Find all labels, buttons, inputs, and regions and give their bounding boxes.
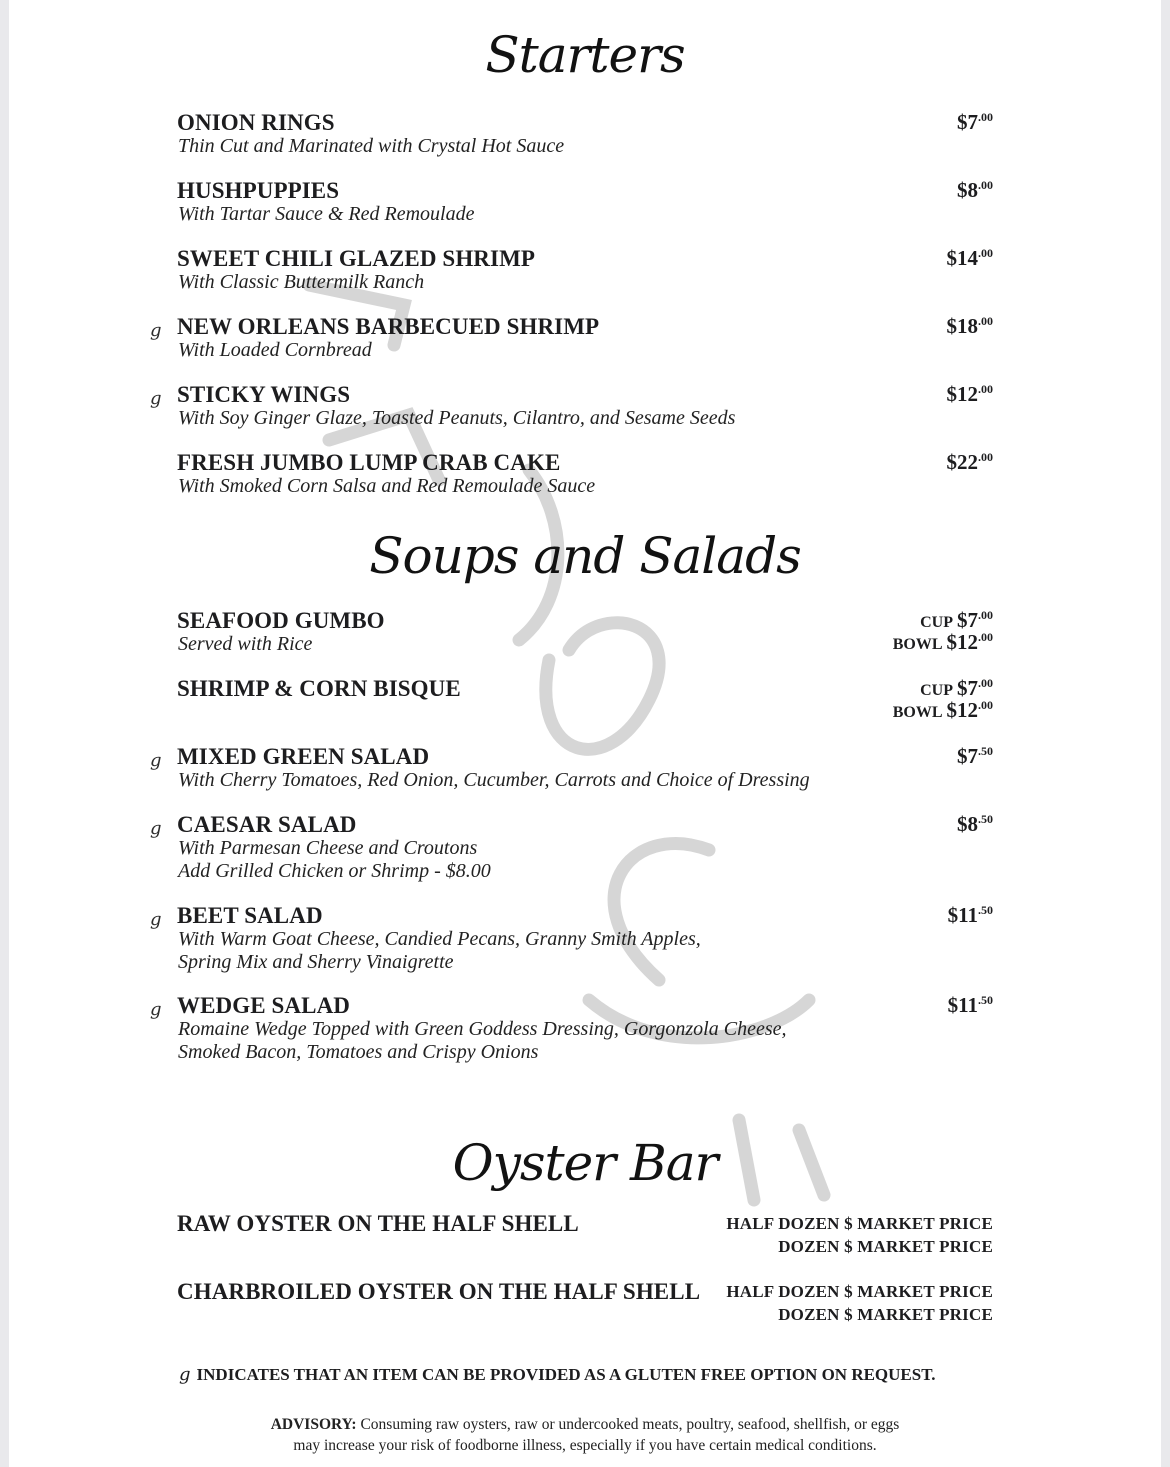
item-description-line: With Cherry Tomatoes, Red Onion, Cucumber, Carrots and Choice of Dressing: [178, 769, 810, 791]
item-name: SEAFOOD GUMBO: [177, 608, 385, 633]
section-title-soups-salads: Soups and Salads: [369, 527, 801, 585]
advisory-line-2: may increase your risk of foodborne illness, especially if you have certain medical conditions.: [293, 1437, 877, 1454]
price-dollars: $8: [957, 812, 978, 836]
item-price: [947, 314, 994, 339]
price-cents: .00: [978, 382, 993, 396]
cup-label: CUP: [920, 614, 953, 631]
dozen-price: DOZEN $ MARKET PRICE: [778, 1237, 993, 1256]
item-name: CHARBROILED OYSTER ON THE HALF SHELL: [177, 1279, 701, 1304]
advisory-line-1: Consuming raw oysters, raw or undercooked meats, poultry, seafood, shellfish, or eggs: [360, 1416, 900, 1433]
bowl-label: BOWL: [892, 704, 943, 721]
gluten-free-note: [179, 1364, 936, 1385]
item-description: [178, 769, 810, 792]
item-name: CAESAR SALAD: [177, 812, 357, 837]
item-description-line: Spring Mix and Sherry Vinaigrette: [178, 951, 454, 973]
item-name: WEDGE SALAD: [177, 993, 350, 1018]
item-name: FRESH JUMBO LUMP CRAB CAKE: [177, 450, 561, 475]
price-cents: .00: [978, 110, 993, 124]
gluten-free-icon: g: [179, 1364, 191, 1385]
price-dollars: $8: [957, 178, 978, 202]
price-cents: .00: [978, 698, 993, 712]
item-name: NEW ORLEANS BARBECUED SHRIMP: [177, 314, 600, 339]
price-cents: .00: [978, 608, 993, 622]
item-description: [178, 475, 595, 498]
advisory-notice: [9, 1414, 1161, 1456]
cup-label: CUP: [920, 682, 953, 699]
item-name: SWEET CHILI GLAZED SHRIMP: [177, 246, 536, 271]
half-dozen-price: HALF DOZEN $ MARKET PRICE: [726, 1282, 993, 1301]
price-dollars: $12: [946, 698, 978, 722]
item-name: SHRIMP & CORN BISQUE: [177, 676, 461, 701]
item-description: [178, 928, 701, 974]
section-title-oyster-bar: Oyster Bar: [452, 1134, 718, 1192]
price-dollars: $7: [957, 744, 978, 768]
bowl-price: [893, 698, 993, 723]
item-description-line: With Loaded Cornbread: [178, 339, 372, 361]
gluten-free-icon: g: [150, 818, 162, 839]
price-cents: .00: [978, 450, 993, 464]
item-description: [178, 339, 372, 362]
item-description-line: With Parmesan Cheese and Croutons: [178, 837, 478, 859]
item-description: [178, 837, 491, 883]
menu-page: [9, 0, 1161, 1467]
section-title-starters: Starters: [485, 26, 685, 84]
half-dozen-price: HALF DOZEN $ MARKET PRICE: [726, 1214, 993, 1233]
item-name: RAW OYSTER ON THE HALF SHELL: [177, 1211, 579, 1236]
item-description-line: Add Grilled Chicken or Shrimp - $8.00: [178, 860, 491, 882]
item-description-line: Romaine Wedge Topped with Green Goddess Dressing, Gorgonzola Cheese,: [178, 1018, 787, 1040]
price-dollars: $14: [946, 246, 978, 270]
price-cents: .50: [978, 812, 993, 826]
item-description-line: With Warm Goat Cheese, Candied Pecans, Granny Smith Apples,: [178, 928, 701, 950]
item-description: [178, 407, 735, 430]
item-description-line: Thin Cut and Marinated with Crystal Hot Sauce: [178, 135, 565, 157]
item-description-line: With Soy Ginger Glaze, Toasted Peanuts, Cilantro, and Sesame Seeds: [178, 407, 736, 429]
bowl-label: BOWL: [892, 636, 943, 653]
item-price: [957, 110, 993, 135]
item-description-line: With Classic Buttermilk Ranch: [178, 271, 425, 293]
price-cents: .50: [978, 903, 993, 917]
item-description-line: With Tartar Sauce & Red Remoulade: [178, 203, 475, 225]
price-cents: .00: [978, 676, 993, 690]
item-price: [948, 993, 993, 1018]
price-cents: .00: [978, 630, 993, 644]
gluten-free-icon: g: [150, 388, 162, 409]
item-description: [178, 1018, 786, 1064]
item-price: [948, 903, 993, 928]
price-cents: .00: [978, 314, 993, 328]
price-cents: .50: [978, 993, 993, 1007]
gluten-free-icon: g: [150, 750, 162, 771]
item-price: [947, 382, 994, 407]
item-description: [178, 203, 474, 226]
dozen-price: DOZEN $ MARKET PRICE: [778, 1305, 993, 1324]
price-dollars: $7: [957, 676, 978, 700]
price-cents: .50: [978, 744, 993, 758]
gluten-free-icon: g: [150, 320, 162, 341]
item-price: [957, 812, 993, 837]
price-dollars: $11: [947, 903, 978, 927]
price-dollars: $12: [946, 630, 978, 654]
item-name: BEET SALAD: [177, 903, 323, 928]
item-name: ONION RINGS: [177, 110, 335, 135]
price-dollars: $11: [947, 993, 978, 1017]
item-name: STICKY WINGS: [177, 382, 351, 407]
item-price: [947, 450, 994, 475]
price-dollars: $12: [946, 382, 978, 406]
item-description: [178, 271, 424, 294]
price-dollars: $7: [957, 110, 978, 134]
price-cents: .00: [978, 246, 993, 260]
item-price: [957, 744, 993, 769]
price-dollars: $22: [946, 450, 978, 474]
price-dollars: $18: [946, 314, 978, 338]
item-description: [178, 135, 564, 158]
item-description-line: Smoked Bacon, Tomatoes and Crispy Onions: [178, 1041, 539, 1063]
item-description: Served with Rice: [178, 633, 313, 655]
item-description-line: With Smoked Corn Salsa and Red Remoulade Sauce: [178, 475, 596, 497]
gluten-free-icon: g: [150, 999, 162, 1020]
item-price: [947, 246, 994, 271]
item-name: HUSHPUPPIES: [177, 178, 340, 203]
advisory-label: ADVISORY:: [270, 1416, 357, 1433]
price-dollars: $7: [957, 608, 978, 632]
price-cents: .00: [978, 178, 993, 192]
item-name: MIXED GREEN SALAD: [177, 744, 430, 769]
gluten-free-icon: g: [150, 909, 162, 930]
item-price: [957, 178, 993, 203]
bowl-price: [893, 630, 993, 655]
gluten-free-note-text: INDICATES THAT AN ITEM CAN BE PROVIDED AS A GLUTEN FREE OPTION ON REQUEST.: [196, 1365, 936, 1384]
